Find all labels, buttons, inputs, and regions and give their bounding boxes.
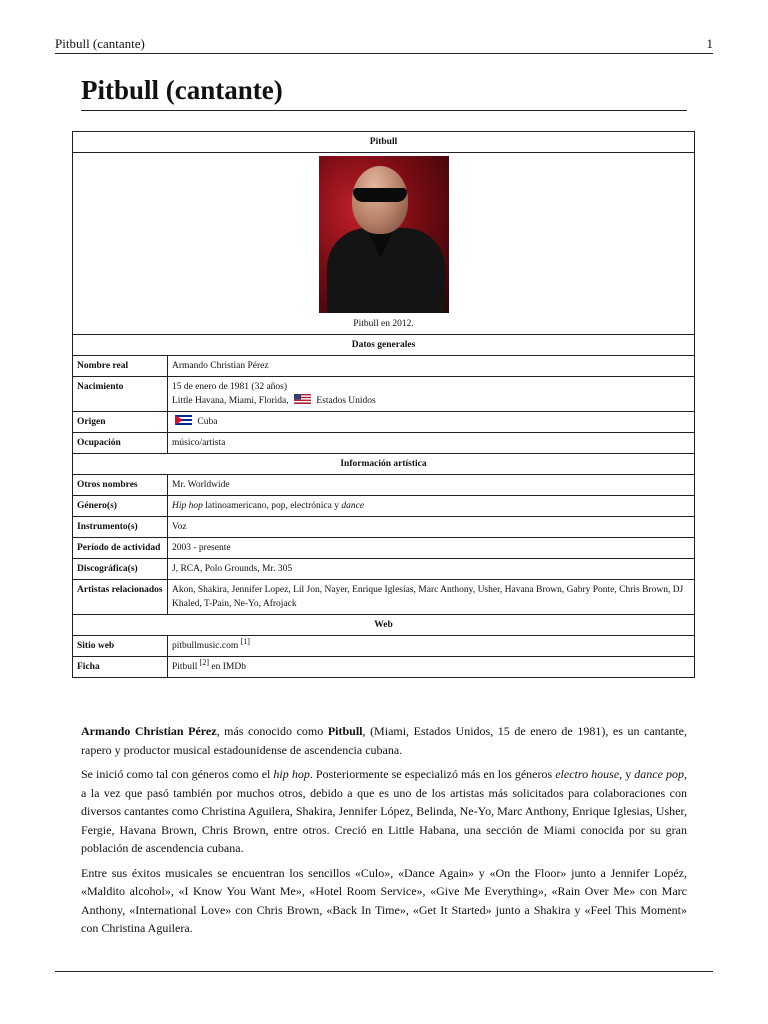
paragraph-hits: Entre sus éxitos musicales se encuentran los sencillos «Culo», «Dance Again» y «On the Floor» junto a Jennifer Lopéz, «Maldito alcohol», «I Know You Want Me», «Hotel Room Service», «Give Me Everything», «Rain Over Me» con Marc Anthony, «International Love» con Chris Brown, «Back In Time», «Get It Started» junto a Shakira y «Feel This Moment» con Christina Aguilera. [81,865,687,935]
origen-country[interactable]: Cuba [197,417,218,427]
value-nacimiento [168,377,695,412]
photo-sunglasses-shape [353,188,407,202]
label-periodo: Período de actividad [73,538,168,559]
nacimiento-date[interactable]: 15 de enero de 1981 (32 años) [172,382,288,392]
row-instrumento [73,517,695,538]
genero-dance[interactable]: dance [341,501,365,511]
intro-text-1: , más conocido como [216,724,328,738]
label-ocupacion: Ocupación [73,433,168,454]
label-instrumento: Instrumento(s) [73,517,168,538]
value-origen [168,412,695,433]
label-artistas: Artistas relacionados [73,580,168,615]
section-artistic: Información artística [73,454,695,475]
value-sitio-web [168,636,695,657]
row-genero [73,496,695,517]
genero-hiphop[interactable]: Hip hop [172,501,203,511]
value-discografica[interactable]: J, RCA, Polo Grounds, Mr. 305 [168,559,695,580]
imdb-suffix[interactable]: en IMDb [209,662,246,672]
row-ocupacion [73,433,695,454]
career-text-1: Se inició como tal con géneros como el [81,767,274,781]
row-artistas [73,580,695,615]
row-nombre-real [73,356,695,377]
row-nacimiento [73,377,695,412]
footer-rule [55,971,713,972]
career-electro-house: electro house [555,767,620,781]
value-periodo: 2003 - presente [168,538,695,559]
value-nombre-real: Armando Christian Pérez [168,356,695,377]
article-body [81,722,687,944]
image-caption: Pitbull en 2012. [353,319,414,329]
page-title: Pitbull (cantante) [81,72,687,111]
running-header [55,36,713,54]
usa-flag-icon [294,394,311,404]
paragraph-intro [81,722,687,759]
website-link[interactable]: pitbullmusic.com [172,641,239,651]
row-sitio-web [73,636,695,657]
label-origen: Origen [73,412,168,433]
paragraph-career [81,765,687,858]
row-periodo [73,538,695,559]
label-nacimiento: Nacimiento [73,377,168,412]
row-origen [73,412,695,433]
page-number: 1 [706,36,713,51]
infobox-image-cell [73,153,695,335]
value-ficha [168,657,695,678]
value-ocupacion[interactable]: músico/artista [168,433,695,454]
genero-middle[interactable]: latinoamericano, pop, electrónica y [202,501,342,511]
label-genero: Género(s) [73,496,168,517]
row-discografica [73,559,695,580]
running-header-title: Pitbull (cantante) [55,36,145,51]
career-text-3: , y [619,767,635,781]
infobox-table [72,131,695,678]
infobox-name: Pitbull [73,132,695,153]
value-instrumento[interactable]: Voz [168,517,695,538]
imdb-name-link[interactable]: Pitbull [172,662,198,672]
ref-1[interactable]: [1] [240,637,250,646]
row-otros-nombres [73,475,695,496]
section-general: Datos generales [73,335,695,356]
label-otros-nombres: Otros nombres [73,475,168,496]
career-text-2: . Posteriormente se especializó más en los géneros [309,767,556,781]
label-discografica: Discográfica(s) [73,559,168,580]
label-ficha: Ficha [73,657,168,678]
section-web: Web [73,615,695,636]
career-text-4: , a la vez que pasó también por muchos otros, debido a que es uno de los artistas más solicitados para colaboraciones con diversos cantantes como Christina Aguilera, Shakira, Jennifer López, Belinda, Ne-Yo, Marc Anthony, Enrique Iglesias, Usher, Fergie, Havana Brown, Chris Brown, entre otros. Creció en Little Habana, una sección de Miami conocida por su gran población de ascendencia cubana. [81,767,688,855]
artist-photo[interactable] [319,156,449,313]
career-dance-pop: dance pop [634,767,685,781]
label-sitio-web: Sitio web [73,636,168,657]
nacimiento-country[interactable]: Estados Unidos [316,396,376,406]
label-nombre-real: Nombre real [73,356,168,377]
career-hiphop: hip hop [273,767,310,781]
intro-text-2: , (Miami, Estados Unidos, 15 de enero de 1981), es un cantante, rapero y productor musical estadounidense de ascendencia cubana. [81,724,687,757]
intro-fullname: Armando Christian Pérez [81,724,217,738]
ref-2[interactable]: [2] [199,658,210,667]
value-genero [168,496,695,517]
cuba-flag-icon [175,415,192,425]
nacimiento-place[interactable]: Little Havana, Miami, Florida, [172,396,289,406]
row-ficha [73,657,695,678]
value-otros-nombres: Mr. Worldwide [168,475,695,496]
value-artistas[interactable]: Akon, Shakira, Jennifer Lopez, Lil Jon, Nayer, Enrique Iglesias, Marc Anthony, Usher, Havana Brown, Gabry Ponte, Chris Brown, DJ Khaled, T-Pain, Ne-Yo, Afrojack [168,580,695,615]
intro-stagename: Pitbull [327,724,363,738]
